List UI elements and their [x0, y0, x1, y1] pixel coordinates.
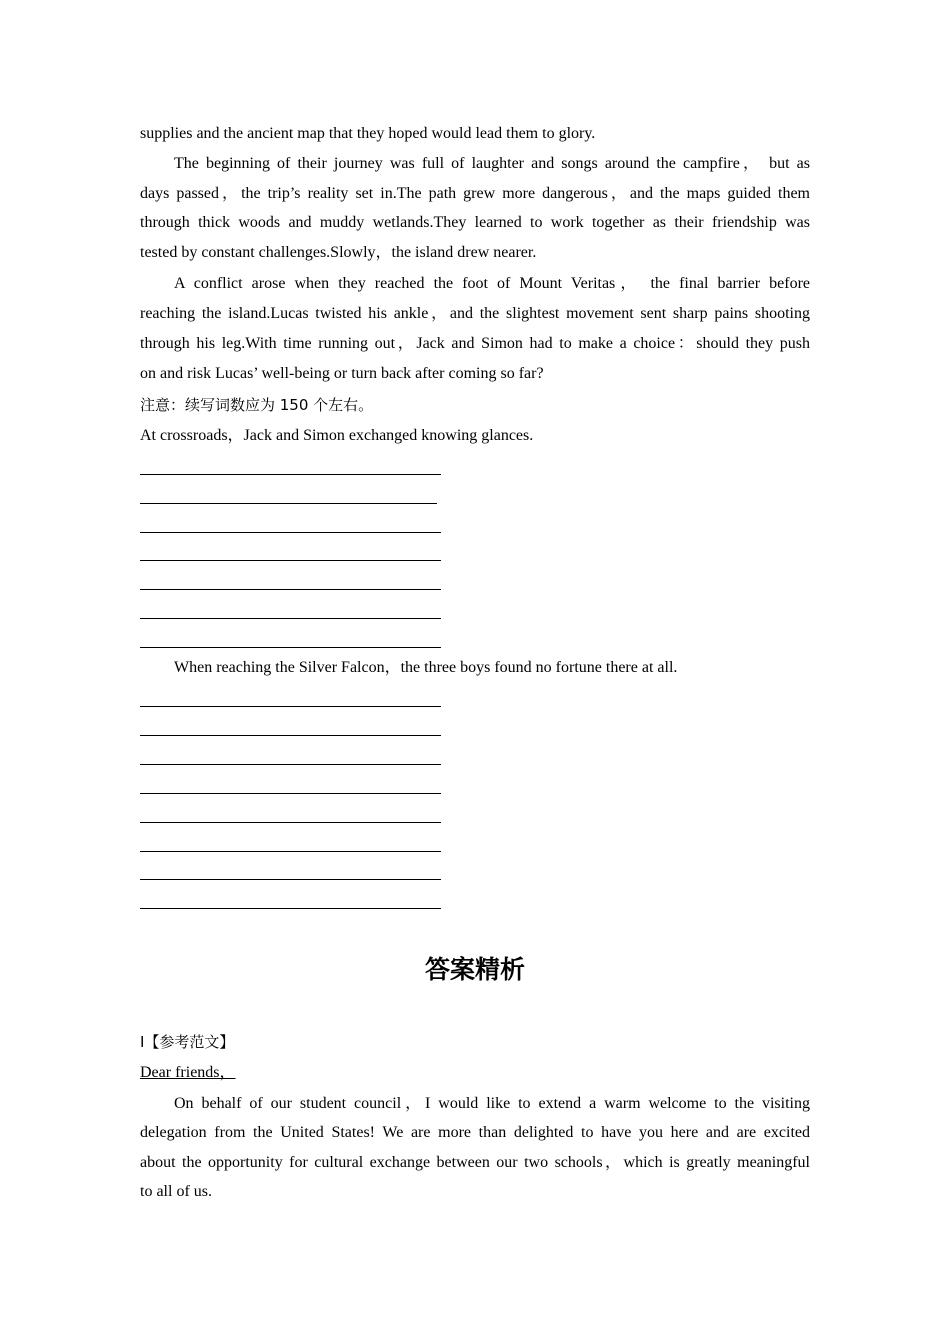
- writing-line[interactable]: [140, 822, 441, 823]
- writing-line[interactable]: [140, 735, 441, 736]
- passage-line: tested by constant challenges.Slowly，the island drew nearer.: [140, 244, 537, 261]
- word-count-note: 注意：续写词数应为 150 个左右。: [140, 396, 374, 414]
- passage-line: through thick woods and muddy wetlands.They learned to work together as their friendship was: [140, 214, 810, 231]
- answer-line: delegation from the United States! We are more than delighted to have you here and are excited: [140, 1124, 810, 1141]
- passage-line: A conflict arose when they reached the foot of Mount Veritas， the final barrier before: [174, 275, 810, 292]
- writing-line[interactable]: [140, 503, 437, 504]
- answer-heading: 答案精析: [424, 955, 525, 984]
- answer-line: about the opportunity for cultural exchange between our two schools，which is greatly meaningful: [140, 1154, 810, 1171]
- writing-line[interactable]: [140, 793, 441, 794]
- writing-line[interactable]: [140, 879, 441, 880]
- writing-line[interactable]: [140, 706, 441, 707]
- answer-line: to all of us.: [140, 1183, 212, 1200]
- writing-line[interactable]: [140, 589, 441, 590]
- passage-line: through his leg.With time running out，Jack and Simon had to make a choice：should they push: [140, 335, 810, 352]
- answer-line: On behalf of our student council，I would like to extend a warm welcome to the visiting: [174, 1095, 810, 1112]
- passage-line: supplies and the ancient map that they hoped would lead them to glory.: [140, 125, 596, 142]
- writing-line[interactable]: [140, 764, 441, 765]
- section-label: Ⅰ【参考范文】: [140, 1033, 235, 1051]
- salutation: Dear friends，: [140, 1064, 236, 1081]
- passage-line: reaching the island.Lucas twisted his ankle，and the slightest movement sent sharp pains shooting: [140, 305, 810, 322]
- continuation-prompt-1: At crossroads，Jack and Simon exchanged knowing glances.: [140, 427, 534, 444]
- writing-line[interactable]: [140, 560, 441, 561]
- passage-line: on and risk Lucas’ well-being or turn back after coming so far?: [140, 365, 544, 382]
- writing-line[interactable]: [140, 851, 441, 852]
- writing-line[interactable]: [140, 474, 441, 475]
- writing-line[interactable]: [140, 647, 441, 648]
- writing-line[interactable]: [140, 618, 441, 619]
- writing-line[interactable]: [140, 908, 441, 909]
- passage-line: The beginning of their journey was full of laughter and songs around the campfire， but as: [174, 155, 810, 172]
- writing-line[interactable]: [140, 532, 441, 533]
- passage-line: days passed，the trip’s reality set in.The path grew more dangerous，and the maps guided them: [140, 185, 810, 202]
- continuation-prompt-2: When reaching the Silver Falcon，the three boys found no fortune there at all.: [174, 659, 678, 676]
